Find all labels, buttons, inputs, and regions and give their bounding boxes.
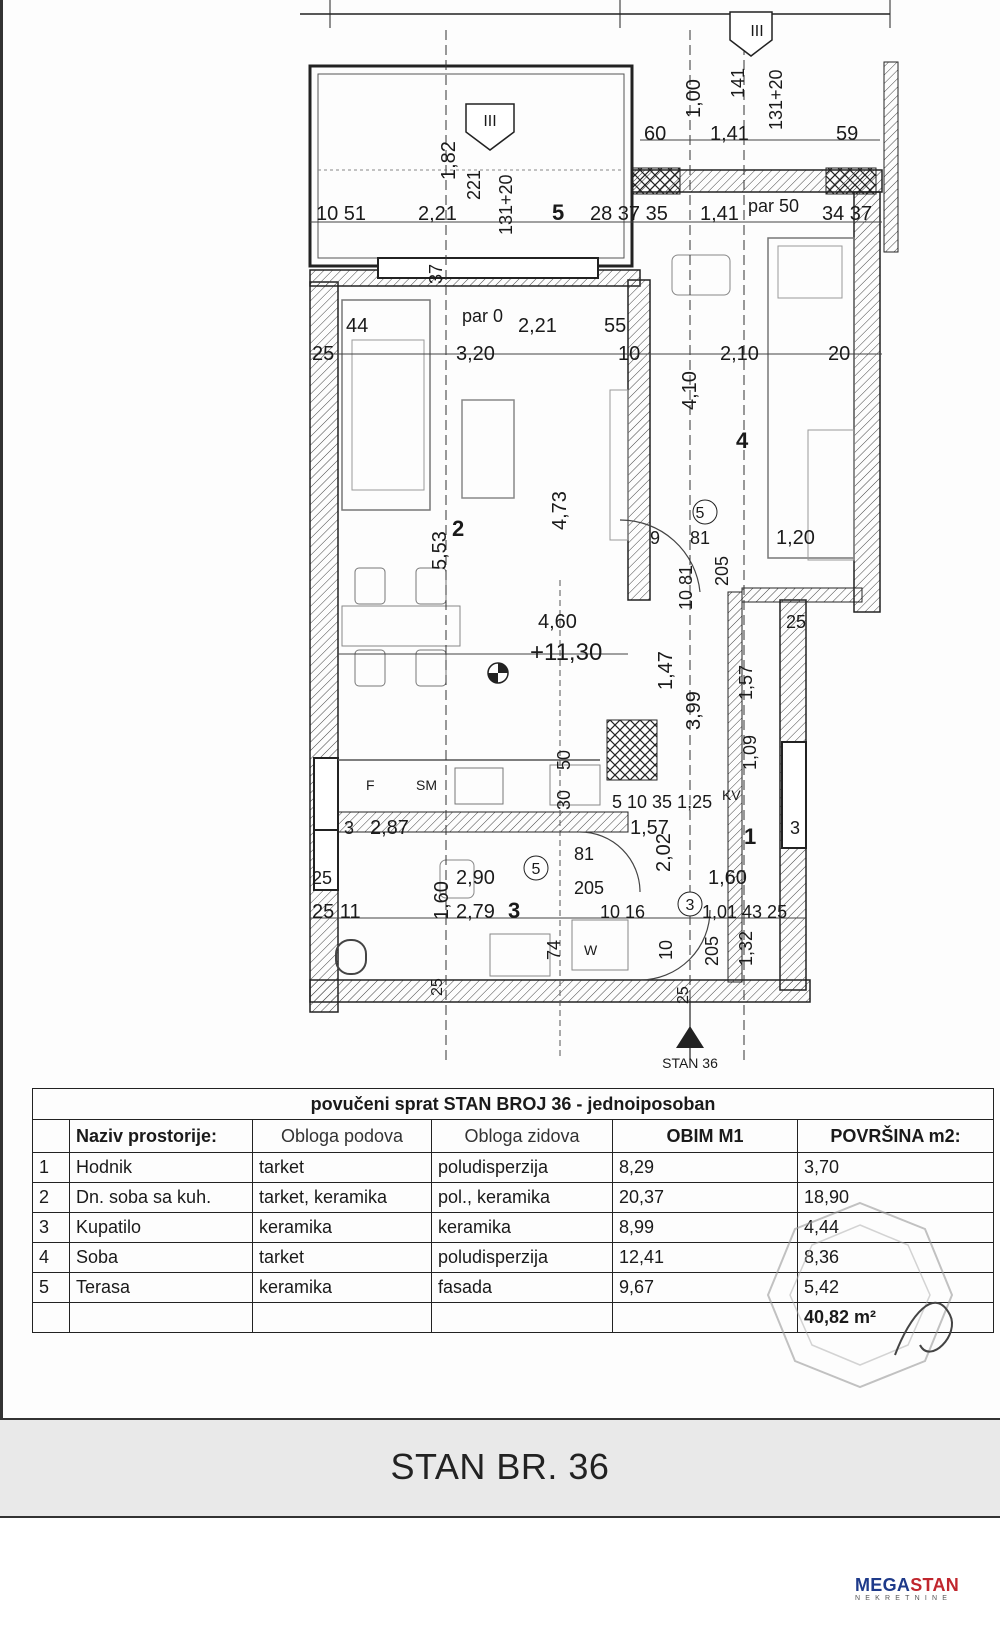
dim-label: 2,79 <box>456 901 495 923</box>
table-title-row <box>33 1089 994 1120</box>
dim-label: 25 <box>429 978 446 996</box>
dim-label: 30 <box>554 789 574 810</box>
dim-label: 205 <box>574 878 605 898</box>
dim-label: 131+20 <box>496 174 516 235</box>
total-area: 40,82 m² <box>798 1303 994 1333</box>
header-area: POVRŠINA m2: <box>798 1120 994 1153</box>
fixture-washer-label: W <box>584 942 598 958</box>
floor-finish: keramika <box>253 1213 432 1243</box>
fixture-boiler-label: KV <box>722 787 741 803</box>
section-label-top: III <box>750 23 764 40</box>
dim-label: 10 16 <box>600 902 646 922</box>
dim-label: 20 <box>828 343 851 365</box>
dim-label: 59 <box>836 123 859 145</box>
dim-label: 10 <box>656 939 676 960</box>
dim-label: 74 <box>544 939 564 960</box>
wall-finish: pol., keramika <box>432 1183 613 1213</box>
header-wall-finish: Obloga zidova <box>432 1120 613 1153</box>
dim-label: 1,57 <box>736 664 756 700</box>
parapet-label: par 0 <box>462 306 504 326</box>
room-number-3: 3 <box>508 898 521 923</box>
floor-finish: tarket <box>253 1153 432 1183</box>
dim-label: 4,10 <box>679 371 701 410</box>
room-name: Kupatilo <box>70 1213 253 1243</box>
area: 18,90 <box>798 1183 994 1213</box>
door-tag: 5 <box>531 861 541 878</box>
dim-label: 9 <box>650 528 661 548</box>
area: 5,42 <box>798 1273 994 1303</box>
perimeter: 8,29 <box>613 1153 798 1183</box>
dim-label: 1,00 <box>683 79 705 118</box>
area: 3,70 <box>798 1153 994 1183</box>
perimeter: 8,99 <box>613 1213 798 1243</box>
dim-label: 4,60 <box>538 611 577 633</box>
table-title: povučeni sprat STAN BROJ 36 - jednoiposoban <box>33 1089 994 1120</box>
fixture-dishwasher-label: SM <box>416 777 437 793</box>
dim-label: 2,21 <box>418 203 457 225</box>
dim-label: 25 <box>675 986 692 1004</box>
room-number-5: 5 <box>552 200 565 225</box>
dim-label: 34 37 <box>822 203 873 225</box>
dim-label: 2,90 <box>456 867 495 889</box>
floor-finish: tarket <box>253 1243 432 1273</box>
floor-finish: tarket, keramika <box>253 1183 432 1213</box>
header-room-name: Naziv prostorije: <box>70 1120 253 1153</box>
dim-label: 1,01 43 25 <box>702 902 788 922</box>
dim-label: 2,87 <box>370 817 409 839</box>
dim-label: 1,32 <box>736 930 756 966</box>
dim-label: 10 <box>618 343 641 365</box>
dim-label: 205 <box>712 555 732 586</box>
dim-label: 60 <box>644 123 667 145</box>
dim-label: 50 <box>554 749 574 770</box>
dim-label: 44 <box>346 315 369 337</box>
table-header-row <box>33 1120 994 1153</box>
table-row <box>33 1153 994 1183</box>
brand-name-part1: MEGA <box>855 1575 911 1595</box>
header-perimeter: OBIM M1 <box>613 1120 798 1153</box>
dim-label: 25 <box>786 612 807 632</box>
perimeter: 20,37 <box>613 1183 798 1213</box>
area: 4,44 <box>798 1213 994 1243</box>
dim-label: 3 <box>790 818 801 838</box>
wall-finish: keramika <box>432 1213 613 1243</box>
dim-label: 1,57 <box>630 817 669 839</box>
row-number: 1 <box>33 1153 70 1183</box>
dim-label: 25 <box>312 868 333 888</box>
dim-label: 25 <box>312 343 335 365</box>
perimeter: 12,41 <box>613 1243 798 1273</box>
brand-subtitle: NEKRETNINE <box>855 1595 953 1602</box>
dim-label: 1,41 <box>700 203 739 225</box>
room-name: Soba <box>70 1243 253 1273</box>
section-label-terrace: III <box>483 113 497 130</box>
dim-label: 5 10 35 1,25 <box>612 792 713 812</box>
dim-label: 1,60 <box>708 867 747 889</box>
parapet-label: par 50 <box>748 196 800 216</box>
brand-name-part2: STAN <box>910 1575 960 1595</box>
brand-logo <box>855 1576 985 1606</box>
dim-label: 3 <box>344 818 355 838</box>
room-name: Hodnik <box>70 1153 253 1183</box>
dim-label: 37 <box>426 263 446 284</box>
empty-cell <box>70 1303 253 1333</box>
door-tag: 3 <box>685 897 695 914</box>
header-floor-finish: Obloga podova <box>253 1120 432 1153</box>
dim-label: 10 81 <box>676 564 696 610</box>
apartment-title: STAN BR. 36 <box>390 1446 610 1487</box>
dim-label: 81 <box>690 528 711 548</box>
row-number: 5 <box>33 1273 70 1303</box>
official-stamp <box>760 1195 960 1395</box>
room-name: Dn. soba sa kuh. <box>70 1183 253 1213</box>
dim-label: 1,41 <box>710 123 749 145</box>
dim-label: 221 <box>464 169 484 200</box>
door-tag: 5 <box>695 505 705 522</box>
brand-name <box>855 1576 985 1594</box>
wall-finish: poludisperzija <box>432 1153 613 1183</box>
room-number-4: 4 <box>736 428 749 453</box>
empty-cell <box>432 1303 613 1333</box>
dim-label: 81 <box>574 844 595 864</box>
dim-label: 3,20 <box>456 343 495 365</box>
fixture-fridge-label: F <box>366 777 375 793</box>
dim-label: 5,53 <box>429 531 451 570</box>
floor-level-mark: +11,30 <box>530 639 603 666</box>
row-number: 4 <box>33 1243 70 1273</box>
dim-label: 4,73 <box>549 491 571 530</box>
dim-label: 1,09 <box>740 734 760 770</box>
dim-label: 1,60 <box>431 881 453 920</box>
dim-label: 1,20 <box>776 527 815 549</box>
dim-label: 10 51 <box>316 203 367 225</box>
room-number-1: 1 <box>744 824 757 849</box>
dim-label: 131+20 <box>766 69 786 130</box>
row-number: 2 <box>33 1183 70 1213</box>
dim-label: 28 37 35 <box>590 203 668 225</box>
area: 8,36 <box>798 1243 994 1273</box>
room-number-2: 2 <box>452 516 465 541</box>
empty-cell <box>253 1303 432 1333</box>
dim-label: 25 11 <box>312 901 361 923</box>
dim-label: 2,21 <box>518 315 557 337</box>
wall-finish: fasada <box>432 1273 613 1303</box>
dim-label: 1,47 <box>655 651 677 690</box>
dim-label: 141 <box>728 67 748 98</box>
empty-cell <box>33 1303 70 1333</box>
dim-label: 55 <box>604 315 627 337</box>
perimeter: 9,67 <box>613 1273 798 1303</box>
room-name: Terasa <box>70 1273 253 1303</box>
dim-label: 2,02 <box>653 833 675 872</box>
dim-label: 2,10 <box>720 343 759 365</box>
wall-finish: poludisperzija <box>432 1243 613 1273</box>
dim-label: 205 <box>702 935 722 966</box>
dim-label: 3,99 <box>683 691 705 730</box>
dim-label: 1,82 <box>438 141 460 180</box>
floor-finish: keramika <box>253 1273 432 1303</box>
header-number <box>33 1120 70 1153</box>
apartment-marker-label: STAN 36 <box>662 1055 718 1071</box>
row-number: 3 <box>33 1213 70 1243</box>
